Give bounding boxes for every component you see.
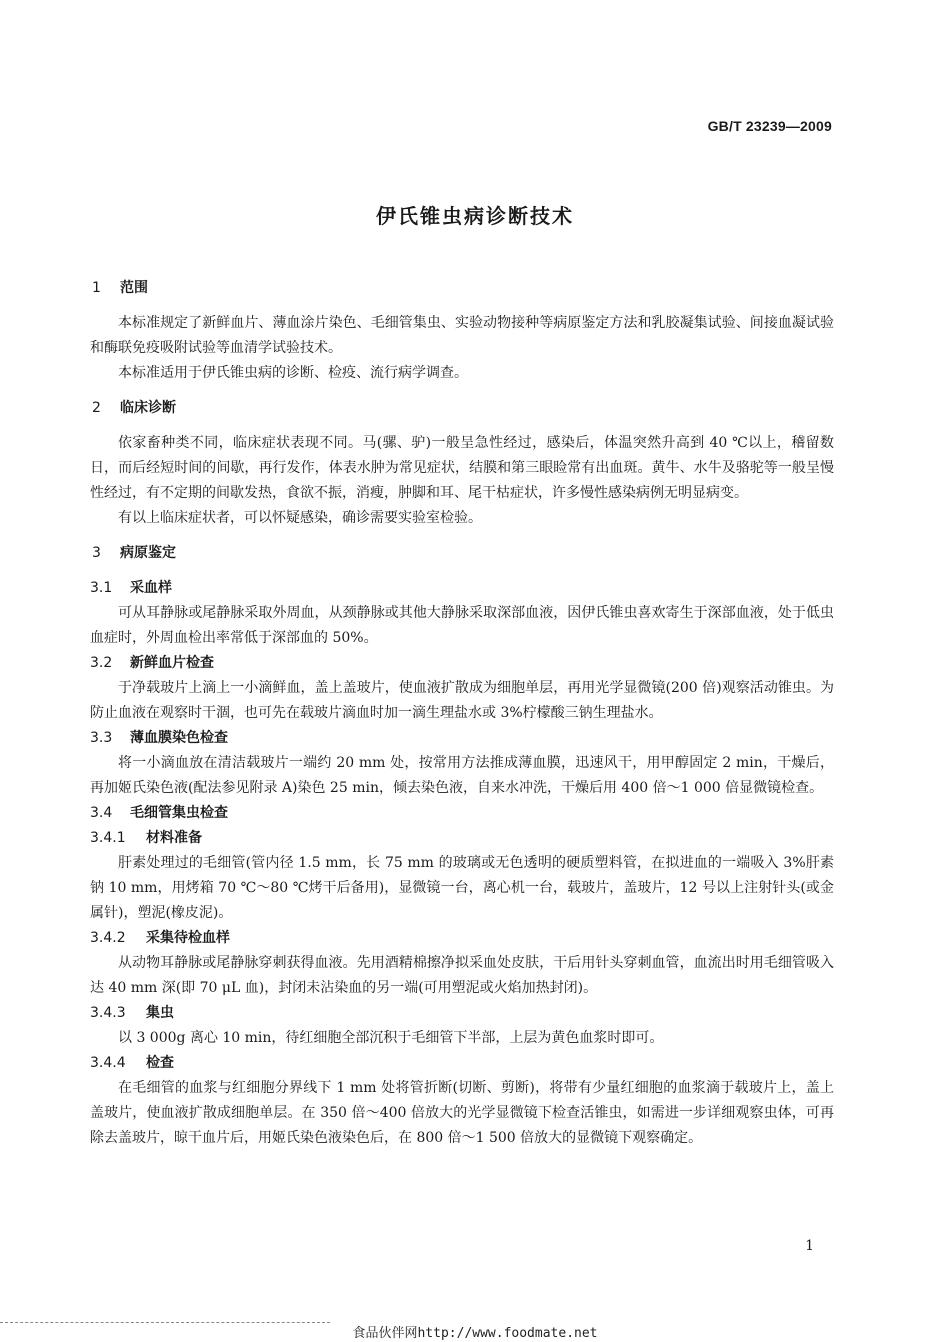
subsection-3-1-heading: [90, 576, 834, 601]
subsection-3-4-1-heading: [90, 826, 834, 851]
subsection-number: 3.4.2: [90, 930, 126, 946]
page-number: 1: [805, 1238, 814, 1254]
subsection-title: 毛细管集虫检查: [130, 805, 228, 821]
paragraph: 肝素处理过的毛细管(管内径 1.5 mm，长 75 mm 的玻璃或无色透明的硬质塑料管，在拟进血的一端吸入 3%肝素钠 10 mm，用烤箱 70 ℃～80 ℃烤干后备用)，显微镜一台，离心机一台，载玻片，盖玻片，12 号以上注射针头(或金属针)，塑泥(橡皮泥)。: [90, 855, 834, 921]
subsection-number: 3.4.1: [90, 830, 126, 846]
subsection-number: 3.2: [90, 655, 113, 671]
section-number: 3: [92, 545, 101, 561]
document-title: 伊氏锥虫病诊断技术: [376, 204, 574, 228]
section-3-heading: [90, 541, 834, 566]
section-number: 2: [92, 400, 101, 416]
standard-code: GB/T 23239—2009: [707, 118, 832, 134]
subsection-3-4-2-heading: [90, 926, 834, 951]
paragraph: 于净载玻片上滴上一小滴鲜血，盖上盖玻片，使血液扩散成为细胞单层，再用光学显微镜(200 倍)观察活动锥虫。为防止血液在观察时干涸，也可先在载玻片滴血时加一滴生理盐水或 3%柠檬酸三钠生理盐水。: [90, 680, 834, 721]
subsection-3-4-4-heading: [90, 1051, 834, 1076]
subsection-number: 3.4.4: [90, 1055, 126, 1071]
paragraph: 在毛细管的血浆与红细胞分界线下 1 mm 处将管折断(切断、剪断)，将带有少量红细胞的血浆滴于载玻片上，盖上盖玻片，使血液扩散成细胞单层。在 350 倍～400 倍放大的光学显微镜下检查活锥虫，如需进一步详细观察虫体，可再除去盖玻片，晾干血片后，用姬氏染色液染色后，在 800 倍～1 500 倍放大的显微镜下观察确定。: [90, 1080, 834, 1146]
subsection-3-4-3-heading: [90, 1001, 834, 1026]
paragraph: 依家畜种类不同，临床症状表现不同。马(骡、驴)一般呈急性经过，感染后，体温突然升高到 40 ℃以上，稽留数日，而后经短时间的间歇，再行发作，体表水肿为常见症状，结膜和第三眼睑常有出血斑。黄牛、水牛及骆驼等一般呈慢性经过，有不定期的间歇发热，食欲不振，消瘦，肿脚和耳、尾干枯症状，许多慢性感染病例无明显病变。: [90, 435, 834, 501]
subsection-title: 检查: [146, 1055, 174, 1071]
subsection-3-3-heading: [90, 726, 834, 751]
subsection-title: 薄血膜染色检查: [130, 730, 228, 746]
paragraph: 将一小滴血放在清洁载玻片一端约 20 mm 处，按常用方法推成薄血膜，迅速风干，用甲醇固定 2 min，干燥后，再加姬氏染色液(配法参见附录 A)染色 25 min，倾去染色液，自来水冲洗，干燥后用 400 倍～1 000 倍显微镜检查。: [90, 755, 834, 796]
subsection-number: 3.4.3: [90, 1005, 126, 1021]
footer-watermark: 食品伙伴网http://www.foodmate.net: [352, 1326, 598, 1341]
subsection-number: 3.3: [90, 730, 113, 746]
section-2-heading: [90, 396, 834, 421]
subsection-title: 采血样: [130, 580, 172, 596]
section-title: 病原鉴定: [120, 545, 176, 561]
paragraph: 本标准规定了新鲜血片、薄血涂片染色、毛细管集虫、实验动物接种等病原鉴定方法和乳胶凝集试验、间接血凝试验和酶联免疫吸附试验等血清学试验技术。: [90, 315, 834, 356]
subsection-3-4-heading: [90, 801, 834, 826]
subsection-number: 3.1: [90, 580, 113, 596]
paragraph: 可从耳静脉或尾静脉采取外周血，从颈静脉或其他大静脉采取深部血液，因伊氏锥虫喜欢寄生于深部血液，处于低虫血症时，外周血检出率常低于深部血的 50%。: [90, 605, 834, 646]
section-title: 范围: [120, 280, 148, 296]
subsection-title: 材料准备: [146, 830, 202, 846]
paragraph: 本标准适用于伊氏锥虫病的诊断、检疫、流行病学调查。: [118, 365, 468, 381]
section-number: 1: [92, 280, 101, 296]
subsection-title: 新鲜血片检查: [130, 655, 214, 671]
subsection-number: 3.4: [90, 805, 113, 821]
paragraph: 有以上临床症状者，可以怀疑感染，确诊需要实验室检验。: [118, 510, 482, 526]
subsection-title: 集虫: [146, 1005, 174, 1021]
document-body: [90, 276, 834, 1151]
subsection-title: 采集待检血样: [146, 930, 230, 946]
paragraph: 从动物耳静脉或尾静脉穿刺获得血液。先用酒精棉擦净拟采血处皮肤，干后用针头穿刺血管，血流出时用毛细管吸入达 40 mm 深(即 70 μL 血)，封闭未沾染血的另一端(可用塑泥或火焰加热封闭)。: [90, 955, 834, 996]
section-1-heading: [90, 276, 834, 301]
section-title: 临床诊断: [120, 400, 176, 416]
subsection-3-2-heading: [90, 651, 834, 676]
paragraph: 以 3 000g 离心 10 min，待红细胞全部沉积于毛细管下半部，上层为黄色血浆时即可。: [118, 1030, 664, 1046]
